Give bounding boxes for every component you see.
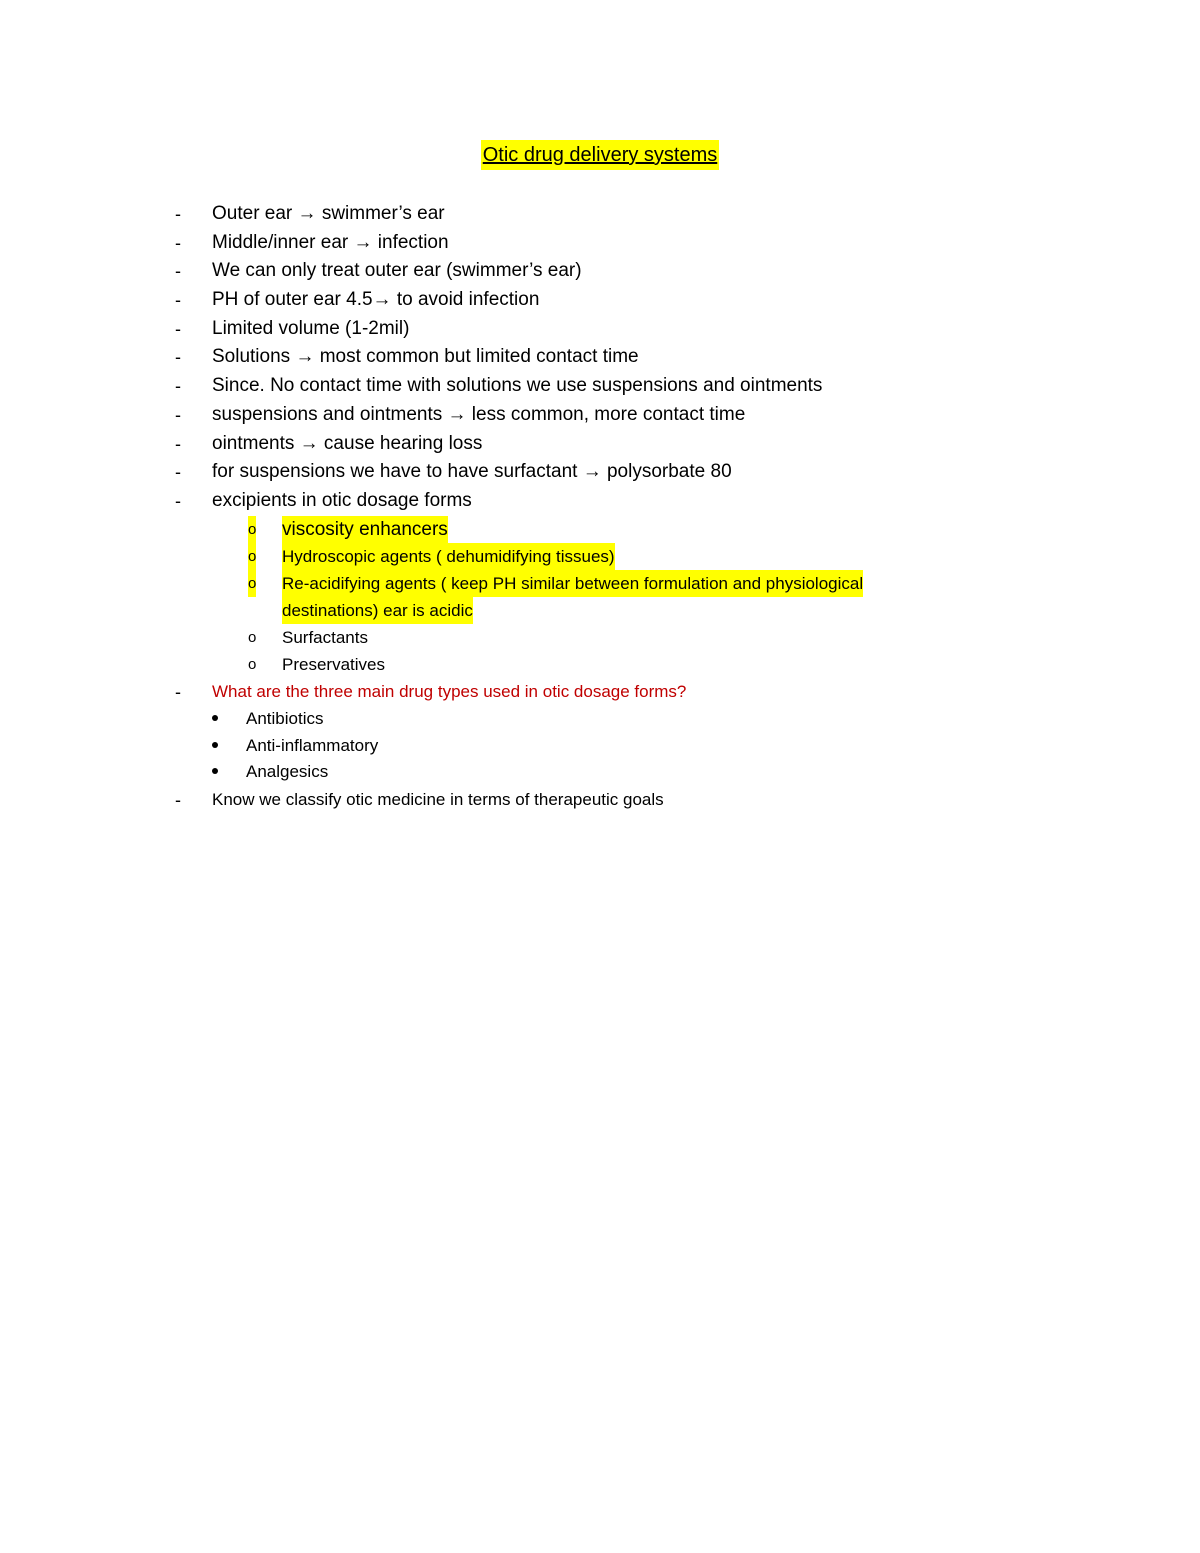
list-item bbox=[0, 343, 1200, 372]
list-item-text: We can only treat outer ear (swimmer’s ear) bbox=[212, 260, 582, 282]
sub-list-item-text: Surfactants bbox=[282, 627, 368, 647]
sub-list-item-text: Re-acidifying agents ( keep PH similar between formulation and physiological bbox=[282, 570, 863, 597]
list-item bbox=[0, 430, 1200, 459]
drug-type-item bbox=[0, 759, 1200, 786]
list-item bbox=[0, 401, 1200, 430]
dash-bullet: - bbox=[175, 318, 181, 339]
dash-bullet: - bbox=[175, 290, 181, 311]
dot-bullet bbox=[212, 768, 218, 774]
dash-bullet: - bbox=[175, 232, 181, 253]
circle-bullet: o bbox=[248, 628, 257, 646]
dash-bullet: - bbox=[175, 490, 181, 511]
notes-list bbox=[0, 200, 1200, 814]
list-item bbox=[0, 786, 1200, 815]
list-item-text: ointments → cause hearing loss bbox=[212, 432, 483, 454]
title-container bbox=[0, 140, 1200, 170]
list-item-text: Middle/inner ear → infection bbox=[212, 231, 449, 253]
drug-type-text: Analgesics bbox=[246, 762, 329, 782]
dot-bullet bbox=[212, 742, 218, 748]
sub-list-item bbox=[0, 570, 1200, 624]
list-item-text: Outer ear → swimmer’s ear bbox=[212, 203, 445, 224]
list-item-text: Know we classify otic medicine in terms of therapeutic goals bbox=[212, 789, 664, 809]
dot-bullet bbox=[212, 715, 218, 721]
sub-list-item bbox=[0, 651, 1200, 678]
document-title: Otic drug delivery systems bbox=[481, 140, 720, 170]
drug-type-item bbox=[0, 733, 1200, 760]
dash-bullet: - bbox=[175, 347, 181, 368]
list-item-text: Limited volume (1-2mil) bbox=[212, 317, 410, 339]
list-item bbox=[0, 458, 1200, 487]
list-item bbox=[0, 257, 1200, 286]
dash-bullet: - bbox=[175, 433, 181, 454]
list-item-text: excipients in otic dosage forms bbox=[212, 489, 472, 511]
sub-list-item-text: Hydroscopic agents ( dehumidifying tissues) bbox=[282, 543, 615, 570]
list-item bbox=[0, 286, 1200, 315]
circle-bullet: o bbox=[248, 570, 256, 597]
list-item bbox=[0, 487, 1200, 516]
drug-type-text: Anti-inflammatory bbox=[246, 735, 379, 755]
question-text: What are the three main drug types used in otic dosage forms? bbox=[212, 681, 687, 701]
dash-bullet: - bbox=[175, 261, 181, 282]
dash-bullet: - bbox=[175, 376, 181, 397]
sub-list-item-text: viscosity enhancers bbox=[282, 516, 448, 543]
dash-bullet: - bbox=[175, 789, 181, 810]
sub-list-item bbox=[0, 516, 1200, 543]
drug-type-text: Antibiotics bbox=[246, 709, 324, 729]
drug-type-item bbox=[0, 706, 1200, 733]
list-item bbox=[0, 200, 1200, 229]
list-item bbox=[0, 678, 1200, 707]
sub-list-item-text-continued: destinations) ear is acidic bbox=[282, 597, 473, 624]
list-item bbox=[0, 372, 1200, 401]
list-item-text: for suspensions we have to have surfactant → polysorbate 80 bbox=[212, 461, 732, 483]
sub-list-item-text: Preservatives bbox=[282, 654, 385, 674]
list-item-text: suspensions and ointments → less common, more contact time bbox=[212, 403, 746, 425]
list-item bbox=[0, 229, 1200, 258]
sub-list-item bbox=[0, 624, 1200, 651]
list-item-text: Since. No contact time with solutions we use suspensions and ointments bbox=[212, 375, 823, 397]
circle-bullet: o bbox=[248, 655, 257, 673]
dash-bullet: - bbox=[175, 681, 181, 702]
list-item bbox=[0, 315, 1200, 344]
dash-bullet: - bbox=[175, 204, 181, 224]
list-item-text: Solutions → most common but limited contact time bbox=[212, 346, 639, 368]
list-item-text: PH of outer ear 4.5→ to avoid infection bbox=[212, 289, 540, 311]
circle-bullet: o bbox=[248, 516, 256, 543]
circle-bullet: o bbox=[248, 543, 256, 570]
dash-bullet: - bbox=[175, 404, 181, 425]
sub-list-item bbox=[0, 543, 1200, 570]
dash-bullet: - bbox=[175, 462, 181, 483]
